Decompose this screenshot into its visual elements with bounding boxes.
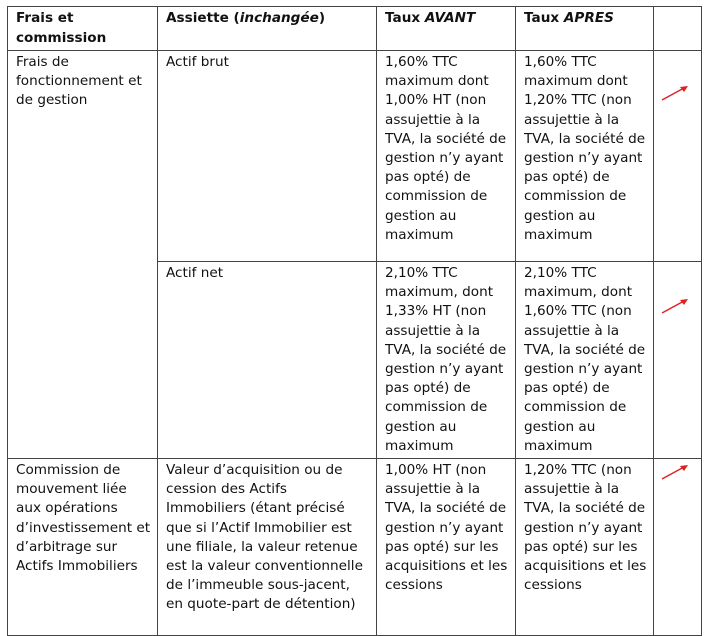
- table-header-row: [8, 7, 702, 51]
- arrow-up-right-icon: [661, 85, 689, 101]
- cell-trend: [654, 459, 702, 636]
- header-assiette-close: ): [318, 10, 326, 26]
- cell-trend: [654, 262, 702, 459]
- cell-taux-avant: 2,10% TTC maximum, dont 1,33% HT (non assujettie à la TVA, la société de gestion n’y ayant pas opté) de commission de gestion au maximum: [377, 262, 516, 459]
- cell-frais: Frais de fonctionnement et de gestion: [8, 51, 158, 459]
- table-row: [8, 51, 702, 262]
- header-taux-avant-label: Taux: [385, 10, 425, 26]
- header-trend: [654, 7, 702, 51]
- header-assiette: [158, 7, 377, 51]
- header-et-word: et: [57, 10, 74, 26]
- cell-taux-apres: 2,10% TTC maximum, dont 1,60% TTC (non assujettie à la TVA, la société de gestion n’y ayant pas opté) de commission de gestion au maximum: [516, 262, 654, 459]
- header-commission-word: commission: [16, 29, 107, 46]
- header-taux-avant: [377, 7, 516, 51]
- cell-trend: [654, 51, 702, 262]
- cell-frais: Commission de mouvement liée aux opérations d’investissement et d’arbitrage sur Actifs Immobiliers: [8, 459, 158, 636]
- cell-taux-apres: 1,20% TTC (non assujettie à la TVA, la société de gestion n’y ayant pas opté) sur les acquisitions et les cessions: [516, 459, 654, 636]
- arrow-up-right-icon: [661, 298, 689, 314]
- cell-assiette: Valeur d’acquisition ou de cession des Actifs Immobiliers (étant précisé que si l’Actif Immobilier est une filiale, la valeur retenue est la valeur conventionnelle de l’immeuble sous-jacent, en quote-part de détention): [158, 459, 377, 636]
- cell-assiette: Actif brut: [158, 51, 377, 262]
- cell-taux-apres: 1,60% TTC maximum dont 1,20% TTC (non assujettie à la TVA, la société de gestion n’y ayant pas opté) de commission de gestion au maximum: [516, 51, 654, 262]
- header-taux-avant-emphasis: AVANT: [424, 10, 476, 26]
- table-row: [8, 459, 702, 636]
- cell-taux-avant: 1,60% TTC maximum dont 1,00% HT (non assujettie à la TVA, la société de gestion n’y ayant pas opté) de commission de gestion au maximum: [377, 51, 516, 262]
- header-taux-apres-emphasis: APRES: [563, 10, 614, 26]
- header-frais-commission: [8, 7, 158, 51]
- header-frais-word: Frais: [16, 10, 54, 26]
- arrow-up-right-icon: [661, 464, 689, 480]
- cell-assiette: Actif net: [158, 262, 377, 459]
- cell-taux-avant: 1,00% HT (non assujettie à la TVA, la société de gestion n’y ayant pas opté) sur les acquisitions et les cessions: [377, 459, 516, 636]
- header-assiette-emphasis: inchangée: [239, 10, 319, 26]
- header-assiette-label: Assiette (: [166, 10, 240, 26]
- header-taux-apres-label: Taux: [524, 10, 564, 26]
- header-taux-apres: [516, 7, 654, 51]
- fees-table: [7, 6, 702, 636]
